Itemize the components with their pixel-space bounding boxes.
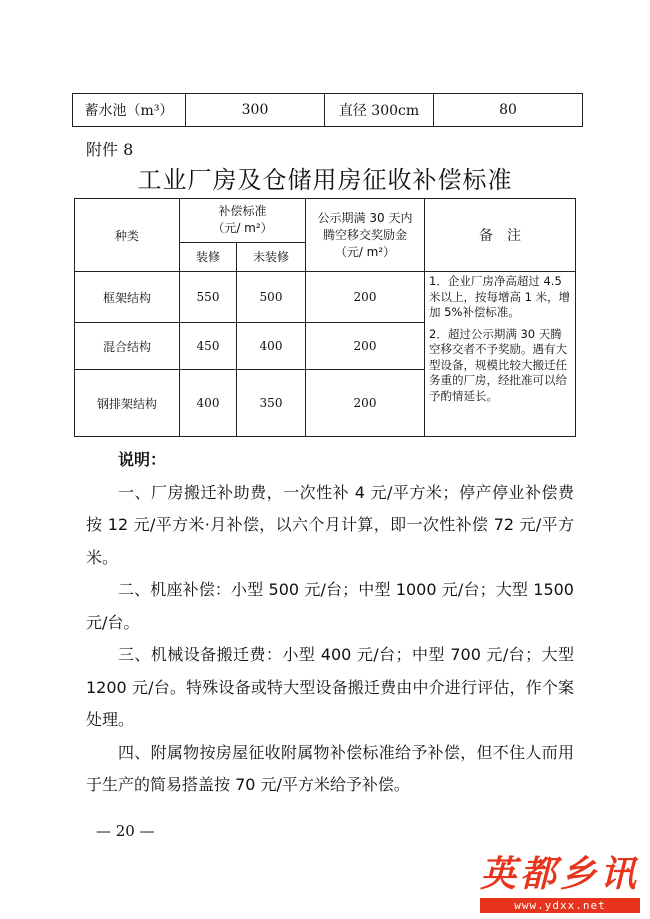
header-reward-line2: 腾空移交奖励金 (322, 227, 407, 242)
top-row-type: 蓄水池（m³） (73, 94, 186, 127)
row-undecorated: 400 (237, 323, 306, 370)
top-table (72, 93, 583, 127)
remarks-cell (425, 272, 576, 437)
note-item: 三、机械设备搬迁费：小型 400 元/台；中型 700 元/台；大型 1200 元/台。特殊设备或特大型设备搬迁费由中介进行评估，作个案处理。 (86, 645, 574, 729)
header-compensation-label: 补偿标准 (218, 204, 267, 219)
header-reward (306, 199, 425, 272)
row-reward: 200 (306, 370, 425, 437)
note-item: 四、附属物按房屋征收附属物补偿标准给予补偿，但不住人而用于生产的简易搭盖按 70 元/平方米给予补偿。 (86, 742, 574, 794)
header-decorated: 装修 (180, 242, 237, 271)
row-reward: 200 (306, 323, 425, 370)
header-compensation (180, 199, 306, 243)
row-undecorated: 350 (237, 370, 306, 437)
table-row (75, 272, 576, 323)
remark-item: 1．企业厂房净高超过 4.5 米以上，按每增高 1 米，增加 5%补偿标准。 (429, 274, 571, 319)
notes-section (86, 444, 574, 802)
header-reward-unit: （元/ m²） (334, 244, 396, 259)
row-decorated: 400 (180, 370, 237, 437)
row-type: 框架结构 (75, 272, 180, 323)
remark-item: 2．超过公示期满 30 天腾空移交者不予奖励。遇有大型设备，规模比较大搬迁任务重的厂房，经批准可以给予酌情延长。 (429, 326, 567, 403)
watermark-url: www.ydxx.net (480, 898, 640, 913)
header-reward-line1: 公示期满 30 天内 (317, 210, 413, 225)
notes-heading: 说明： (118, 450, 167, 469)
header-type: 种类 (75, 199, 180, 272)
attachment-label: 附件 8 (86, 140, 134, 159)
header-remark: 备 注 (425, 199, 576, 272)
table-header-row (75, 199, 576, 243)
header-undecorated: 未装修 (237, 242, 306, 271)
top-row-standard: 300 (186, 94, 325, 127)
page-number: — 20 — (96, 822, 155, 840)
row-decorated: 550 (180, 272, 237, 323)
table-row (73, 94, 583, 127)
top-row-spec: 直径 300cm (325, 94, 434, 127)
watermark-logo: 英都乡讯 (480, 853, 641, 895)
row-type: 混合结构 (75, 323, 180, 370)
row-undecorated: 500 (237, 272, 306, 323)
compensation-table (74, 198, 576, 437)
note-item: 一、厂房搬迁补助费，一次性补 4 元/平方米；停产停业补偿费按 12 元/平方米·月补偿，以六个月计算，即一次性补偿 72 元/平方米。 (86, 482, 574, 567)
page-title: 工业厂房及仓储用房征收补偿标准 (137, 166, 513, 194)
row-type: 钢排架结构 (75, 370, 180, 437)
row-reward: 200 (306, 272, 425, 323)
note-item: 二、机座补偿：小型 500 元/台；中型 1000 元/台；大型 1500 元/台。 (86, 580, 574, 632)
watermark (480, 852, 640, 913)
row-decorated: 450 (180, 323, 237, 370)
top-row-value: 80 (434, 94, 583, 127)
header-compensation-unit: （元/ m²） (212, 221, 273, 236)
